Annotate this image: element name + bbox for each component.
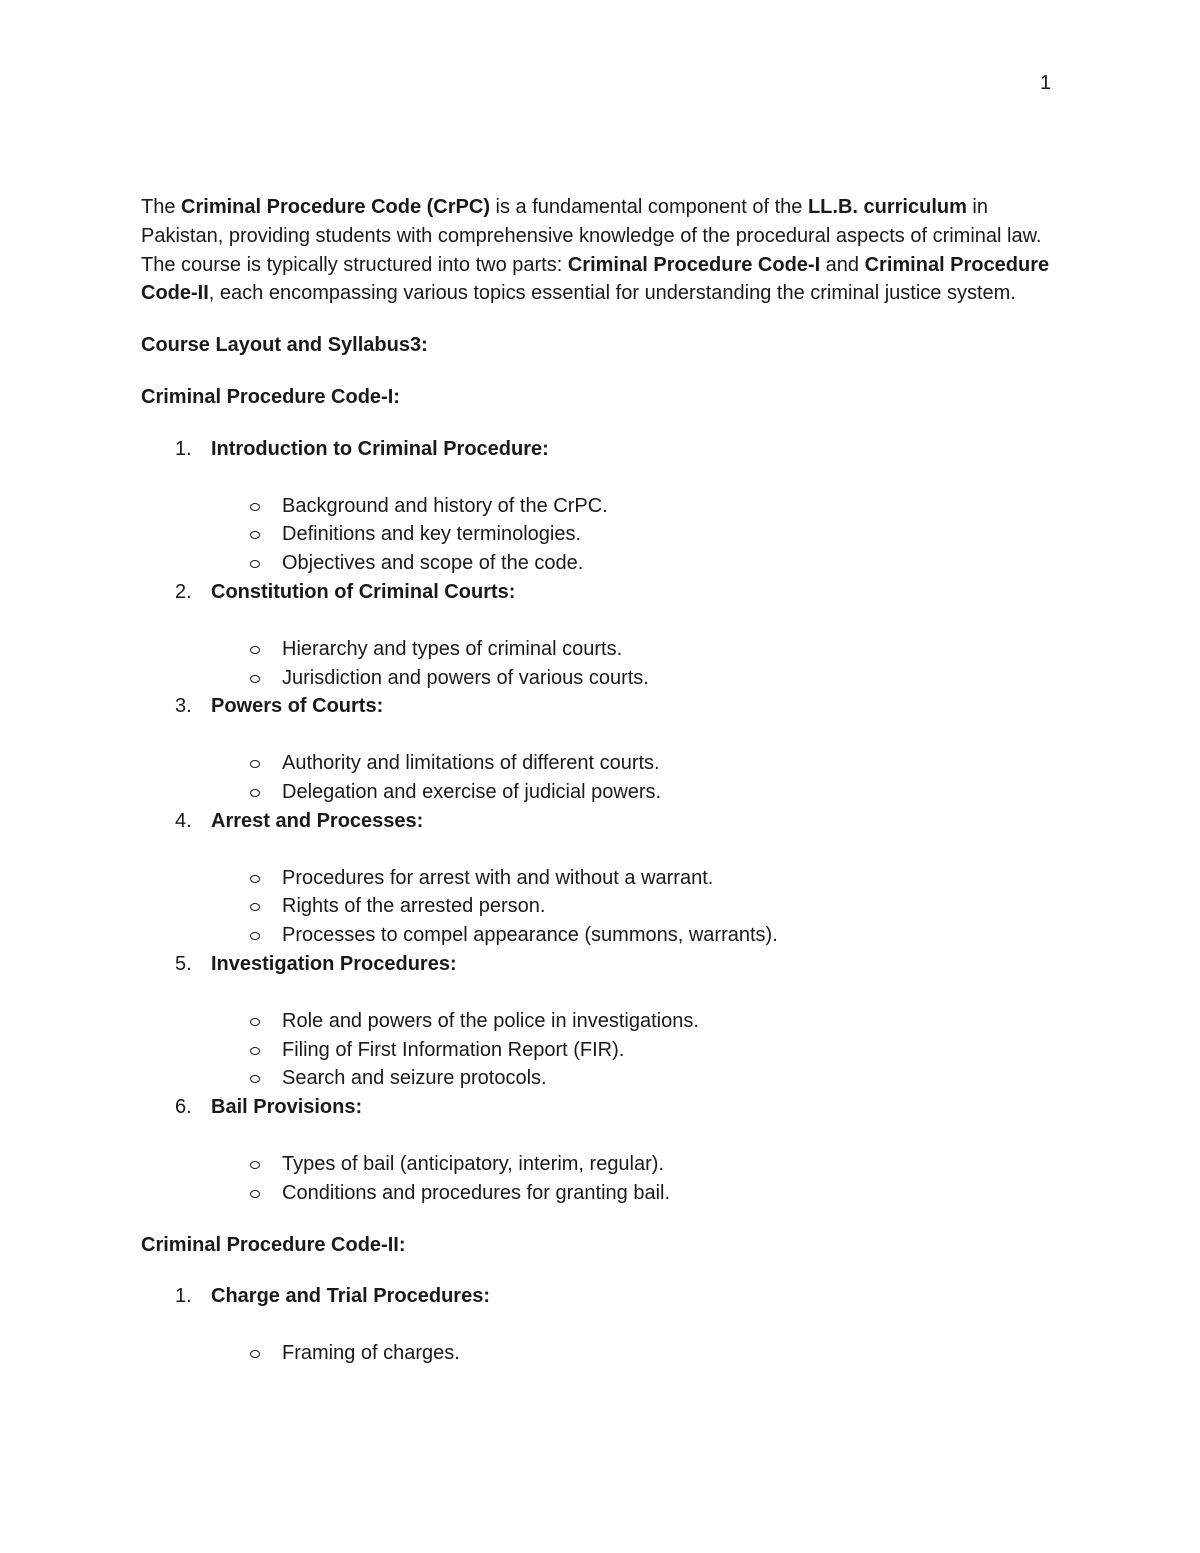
list-item-text: Types of bail (anticipatory, interim, regular). <box>282 1152 665 1175</box>
intro-text: , each encompassing various topics essential for understanding the criminal justice system. <box>208 282 1016 305</box>
list-item <box>141 921 1061 950</box>
hollow-bullet-icon <box>250 1018 260 1026</box>
list-item-text: Authority and limitations of different courts. <box>282 752 660 775</box>
page-number: 1 <box>1040 72 1052 94</box>
hollow-bullet-icon <box>250 932 260 940</box>
list-item <box>141 1064 1061 1093</box>
list-item-text: Conditions and procedures for granting bail. <box>282 1181 671 1204</box>
subtopic-list <box>141 1150 1061 1208</box>
part2-heading: Criminal Procedure Code-II: <box>141 1233 406 1256</box>
topic-item <box>141 807 1061 950</box>
list-item-text: Search and seizure protocols. <box>282 1067 547 1090</box>
list-item-text: Hierarchy and types of criminal courts. <box>282 637 623 660</box>
hollow-bullet-icon <box>250 1350 260 1358</box>
topic-item <box>141 692 1061 806</box>
hollow-bullet-icon <box>250 531 260 539</box>
intro-term-crpc: Criminal Procedure Code (CrPC) <box>181 196 490 218</box>
list-item <box>141 1339 1061 1368</box>
intro-text: The <box>141 196 182 218</box>
list-item <box>141 864 1061 893</box>
topic-title: Powers of Courts: <box>211 695 384 718</box>
topic-number: 4. <box>175 809 192 832</box>
hollow-bullet-icon <box>250 760 260 768</box>
list-item <box>141 892 1061 921</box>
subtopic-list <box>141 1007 1061 1093</box>
list-item-text: Framing of charges. <box>282 1342 460 1365</box>
hollow-bullet-icon <box>250 675 260 683</box>
intro-term-part2: Criminal Procedure Code-II <box>141 253 1050 305</box>
part2-topic-list <box>141 1282 1061 1368</box>
list-item-text: Processes to compel appearance (summons, warrants). <box>282 924 778 947</box>
list-item-text: Procedures for arrest with and without a warrant. <box>282 866 714 889</box>
topic-item <box>141 435 1061 578</box>
list-item <box>141 1150 1061 1179</box>
list-item <box>141 520 1061 549</box>
list-item <box>141 1179 1061 1208</box>
list-item-text: Role and powers of the police in investigations. <box>282 1009 699 1032</box>
list-item-text: Filing of First Information Report (FIR). <box>282 1038 625 1061</box>
hollow-bullet-icon <box>250 1161 260 1169</box>
topic-item <box>141 1093 1061 1207</box>
hollow-bullet-icon <box>250 1190 260 1198</box>
intro-text: in Pakistan, providing students with comprehensive knowledge of the procedural aspects of criminal law. The course is typically structured into two parts: <box>141 196 1042 276</box>
list-item <box>141 664 1061 693</box>
hollow-bullet-icon <box>250 875 260 883</box>
intro-term-part1: Criminal Procedure Code-I <box>567 253 821 276</box>
list-item-text: Background and history of the CrPC. <box>282 494 608 517</box>
list-item-text: Objectives and scope of the code. <box>282 552 584 575</box>
hollow-bullet-icon <box>250 1075 260 1083</box>
subtopic-list <box>141 749 1061 807</box>
subtopic-list <box>141 635 1061 693</box>
topic-item <box>141 578 1061 692</box>
list-item-text: Rights of the arrested person. <box>282 895 546 918</box>
part1-topic-list <box>141 435 1061 1208</box>
topic-item <box>141 950 1061 1093</box>
topic-number: 1. <box>175 1285 192 1308</box>
hollow-bullet-icon <box>250 646 260 654</box>
hollow-bullet-icon <box>250 560 260 568</box>
subtopic-list <box>141 1339 1061 1368</box>
list-item <box>141 635 1061 664</box>
topic-title: Arrest and Processes: <box>211 809 424 832</box>
intro-text: and <box>820 253 865 276</box>
hollow-bullet-icon <box>250 503 260 511</box>
topic-number: 3. <box>175 695 192 718</box>
hollow-bullet-icon <box>250 903 260 911</box>
intro-paragraph <box>141 193 1061 308</box>
topic-number: 6. <box>175 1096 192 1119</box>
topic-number: 5. <box>175 952 192 975</box>
list-item <box>141 1036 1061 1065</box>
subtopic-list <box>141 492 1061 578</box>
list-item <box>141 492 1061 521</box>
intro-term-llb: LL.B. curriculum <box>807 196 967 218</box>
topic-title: Investigation Procedures: <box>211 952 457 975</box>
list-item <box>141 778 1061 807</box>
list-item <box>141 749 1061 778</box>
topic-title: Bail Provisions: <box>211 1096 363 1119</box>
topic-item <box>141 1282 1061 1368</box>
intro-text: is a fundamental component of the <box>489 196 808 218</box>
list-item <box>141 1007 1061 1036</box>
part1-heading: Criminal Procedure Code-I: <box>141 385 400 408</box>
list-item-text: Definitions and key terminologies. <box>282 523 582 546</box>
topic-title: Introduction to Criminal Procedure: <box>211 437 549 460</box>
hollow-bullet-icon <box>250 1047 260 1055</box>
course-layout-heading: Course Layout and Syllabus3: <box>141 334 428 357</box>
list-item-text: Jurisdiction and powers of various courts. <box>282 666 649 689</box>
hollow-bullet-icon <box>250 789 260 797</box>
list-item-text: Delegation and exercise of judicial powers. <box>282 780 662 803</box>
subtopic-list <box>141 864 1061 950</box>
list-item <box>141 549 1061 578</box>
topic-title: Charge and Trial Procedures: <box>211 1285 490 1308</box>
topic-title: Constitution of Criminal Courts: <box>211 580 516 603</box>
document-body <box>141 193 1061 1368</box>
topic-number: 1. <box>175 437 192 460</box>
topic-number: 2. <box>175 580 192 603</box>
